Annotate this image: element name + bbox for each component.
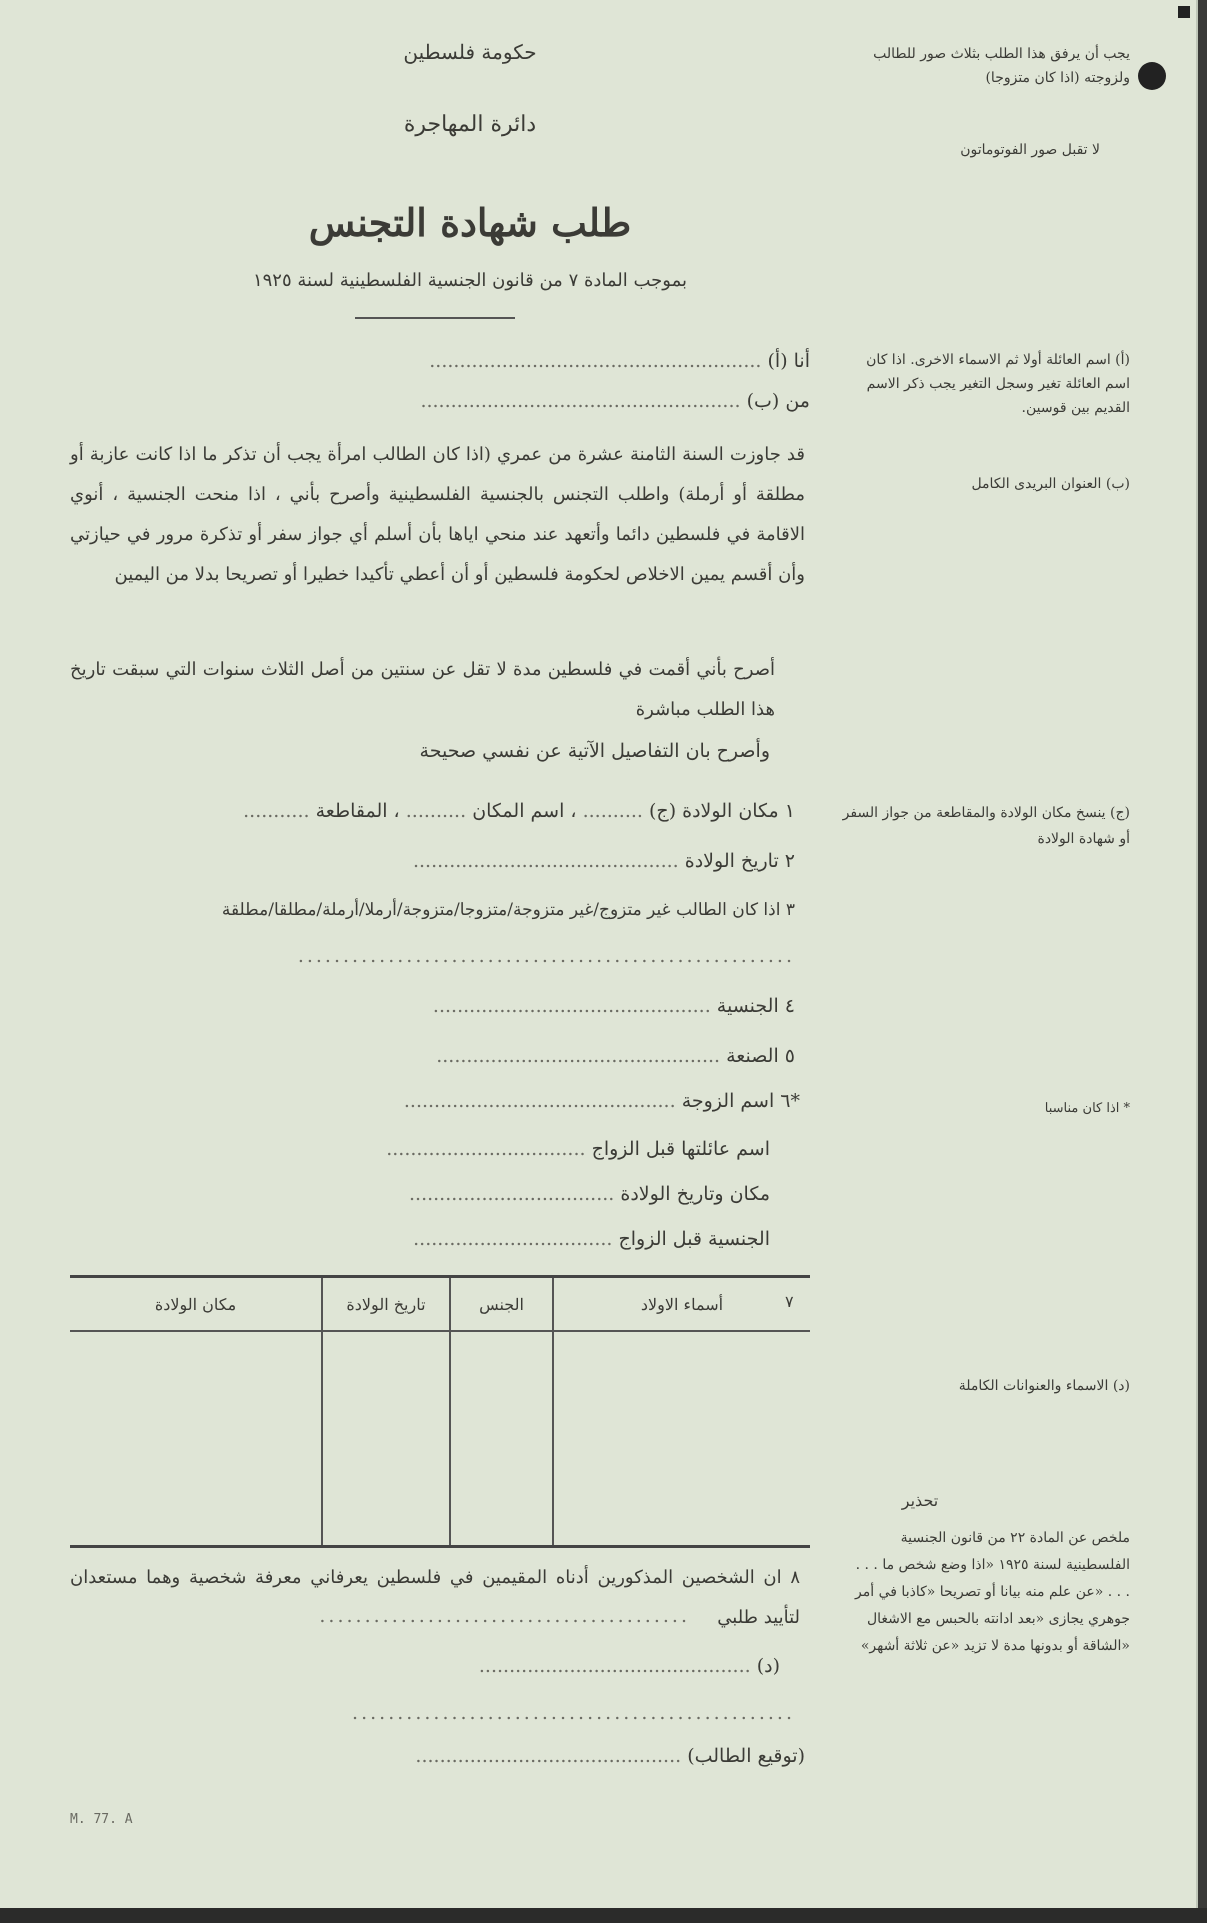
item-references: ٨ ان الشخصين المذكورين أدناه المقيمين في فلسطين يعرفاني معرفة شخصية وهما مستعدان لتأييد طلبي <box>70 1567 800 1628</box>
children-sex-cell[interactable] <box>450 1331 553 1546</box>
name-field[interactable]: أنا (أ) ....................................................... <box>429 350 810 372</box>
item-marital-status[interactable] <box>70 900 795 920</box>
item1-label: ١ مكان الولادة (ج) <box>649 800 795 822</box>
children-birthplace-cell[interactable] <box>70 1331 322 1546</box>
margin-note-b: (ب) العنوان البريدى الكامل <box>971 476 1130 492</box>
item-birthplace[interactable]: ١ مكان الولادة (ج) .......... ، اسم المكان .......... ، المقاطعة ........... <box>243 800 795 822</box>
item1-district-label: ، المقاطعة <box>315 800 400 822</box>
margin-note-c: (ج) ينسخ مكان الولادة والمقاطعة من جواز السفر أو شهادة الولادة <box>842 805 1130 847</box>
item7-number: ٧ <box>785 1292 794 1311</box>
item6-label: *٦ اسم الزوجة <box>681 1090 800 1112</box>
header-children-names: أسماء الاولاد <box>553 1277 810 1332</box>
children-table <box>70 1275 810 1548</box>
form-title: طلب شهادة التجنس <box>308 200 632 245</box>
item-wife-nationality[interactable]: الجنسية قبل الزواج ................................. <box>413 1228 770 1250</box>
signature-label: (توقيع الطالب) <box>687 1745 805 1767</box>
margin-note-star: * اذا كان مناسبا <box>1044 1101 1130 1116</box>
item6-family-label: اسم عائلتها قبل الزواج <box>591 1138 770 1160</box>
name-label: أنا (أ) <box>767 350 810 372</box>
reference-d-field[interactable]: (د) ............................................. <box>478 1655 780 1677</box>
form-code: M. 77. A <box>70 1812 133 1827</box>
declaration-paragraph: قد جاوزت السنة الثامنة عشرة من عمري (اذا كان الطالب امرأة يجب أن تذكر ما اذا كانت عازبة أو مطلقة أو أرملة) واطلب التجنس بالجنسية الفلسطينية وأصرح بأني ، اذا منحت الجنسية ، أنوي الاقامة في فلسطين دائما وأتعهد عند منحي اياها بأن أسلم أي جواز سفر أو تذكرة مرور في حيازتي وأن أقسم يمين الاخلاص لحكومة فلسطين أو أن أعطي تأكيدا خطيرا أو تصريحا بدلا من اليمين <box>70 444 805 585</box>
from-label: من (ب) <box>746 390 810 412</box>
signature-field[interactable]: (توقيع الطالب) ............................................ <box>415 1745 805 1767</box>
children-names-cell[interactable] <box>553 1331 810 1546</box>
item-birthdate[interactable]: ٢ تاريخ الولادة ............................................ <box>412 850 795 872</box>
details-intro: وأصرح بان التفاصيل الآتية عن نفسي صحيحة <box>419 740 770 762</box>
item4-label: ٤ الجنسية <box>716 995 795 1017</box>
item-wife-family[interactable]: اسم عائلتها قبل الزواج ................................. <box>386 1138 770 1160</box>
residence-declaration: أصرح بأني أقمت في فلسطين مدة لا تقل عن سنتين من أصل الثلاث سنوات التي سبقت تاريخ هذا الطلب مباشرة <box>70 659 775 720</box>
item-nationality[interactable]: ٤ الجنسية .............................................. <box>432 995 795 1017</box>
government-header: حكومة فلسطين <box>403 40 537 64</box>
item8-d-label: (د) <box>756 1655 780 1677</box>
children-birthdate-cell[interactable] <box>322 1331 450 1546</box>
item6-nationality-label: الجنسية قبل الزواج <box>618 1228 770 1250</box>
scan-bottom-edge <box>0 1908 1207 1923</box>
reference-dots-2[interactable]: ................................................. <box>352 1702 795 1724</box>
photo-warning: لا تقبل صور الفوتوماتون <box>960 142 1100 158</box>
header-birthplace: مكان الولادة <box>70 1277 322 1332</box>
warning-title: تحذير <box>901 1491 939 1510</box>
header-sex: الجنس <box>450 1277 553 1332</box>
item2-label: ٢ تاريخ الولادة <box>684 850 795 872</box>
item-wife-name[interactable]: *٦ اسم الزوجة ............................................. <box>403 1090 800 1112</box>
margin-note-a: (أ) اسم العائلة أولا ثم الاسماء الاخرى. اذا كان اسم العائلة تغير وسجل التغير يجب ذكر الاسم القديم بين قوسين. <box>866 352 1130 416</box>
item6-birth-label: مكان وتاريخ الولادة <box>620 1183 770 1205</box>
margin-note-d: (د) الاسماء والعنوانات الكاملة <box>958 1378 1130 1394</box>
department-header: دائرة المهاجرة <box>403 112 537 137</box>
item3-dots: ....................................................... <box>297 945 795 967</box>
item-wife-birth[interactable]: مكان وتاريخ الولادة .................................. <box>408 1183 770 1205</box>
item3-label: ٣ اذا كان الطالب غير متزوج/غير متزوجة/متزوجا/متزوجة/أرملا/أرملة/مطلقا/مطلقة <box>221 900 795 920</box>
punch-hole <box>1138 62 1166 90</box>
photo-note: يجب أن يرفق هذا الطلب بثلاث صور للطالب ولزوجته (اذا كان متزوجا) <box>873 46 1130 86</box>
warning-text: ملخص عن المادة ٢٢ من قانون الجنسية الفلسطينية لسنة ١٩٢٥ «اذا وضع شخص ما . . . . . . «عن علم منه بيانا أو تصريحا «كاذبا في أمر جوهري يجازى «بعد ادانته بالحبس مع الاشغال «الشاقة أو بدونها مدة لا تزيد «عن ثلاثة أشهر» <box>855 1530 1130 1654</box>
corner-mark <box>1178 6 1190 18</box>
item1-place-label: ، اسم المكان <box>472 800 577 822</box>
form-subtitle: بموجب المادة ٧ من قانون الجنسية الفلسطينية لسنة ١٩٢٥ <box>252 270 688 291</box>
item-profession[interactable]: ٥ الصنعة ............................................... <box>436 1045 795 1067</box>
reference-dots-1[interactable]: ......................................... <box>319 1605 690 1627</box>
item5-label: ٥ الصنعة <box>726 1045 795 1067</box>
header-birthdate: تاريخ الولادة <box>322 1277 450 1332</box>
address-field[interactable]: من (ب) ..................................................... <box>420 390 810 412</box>
title-divider <box>355 317 515 319</box>
